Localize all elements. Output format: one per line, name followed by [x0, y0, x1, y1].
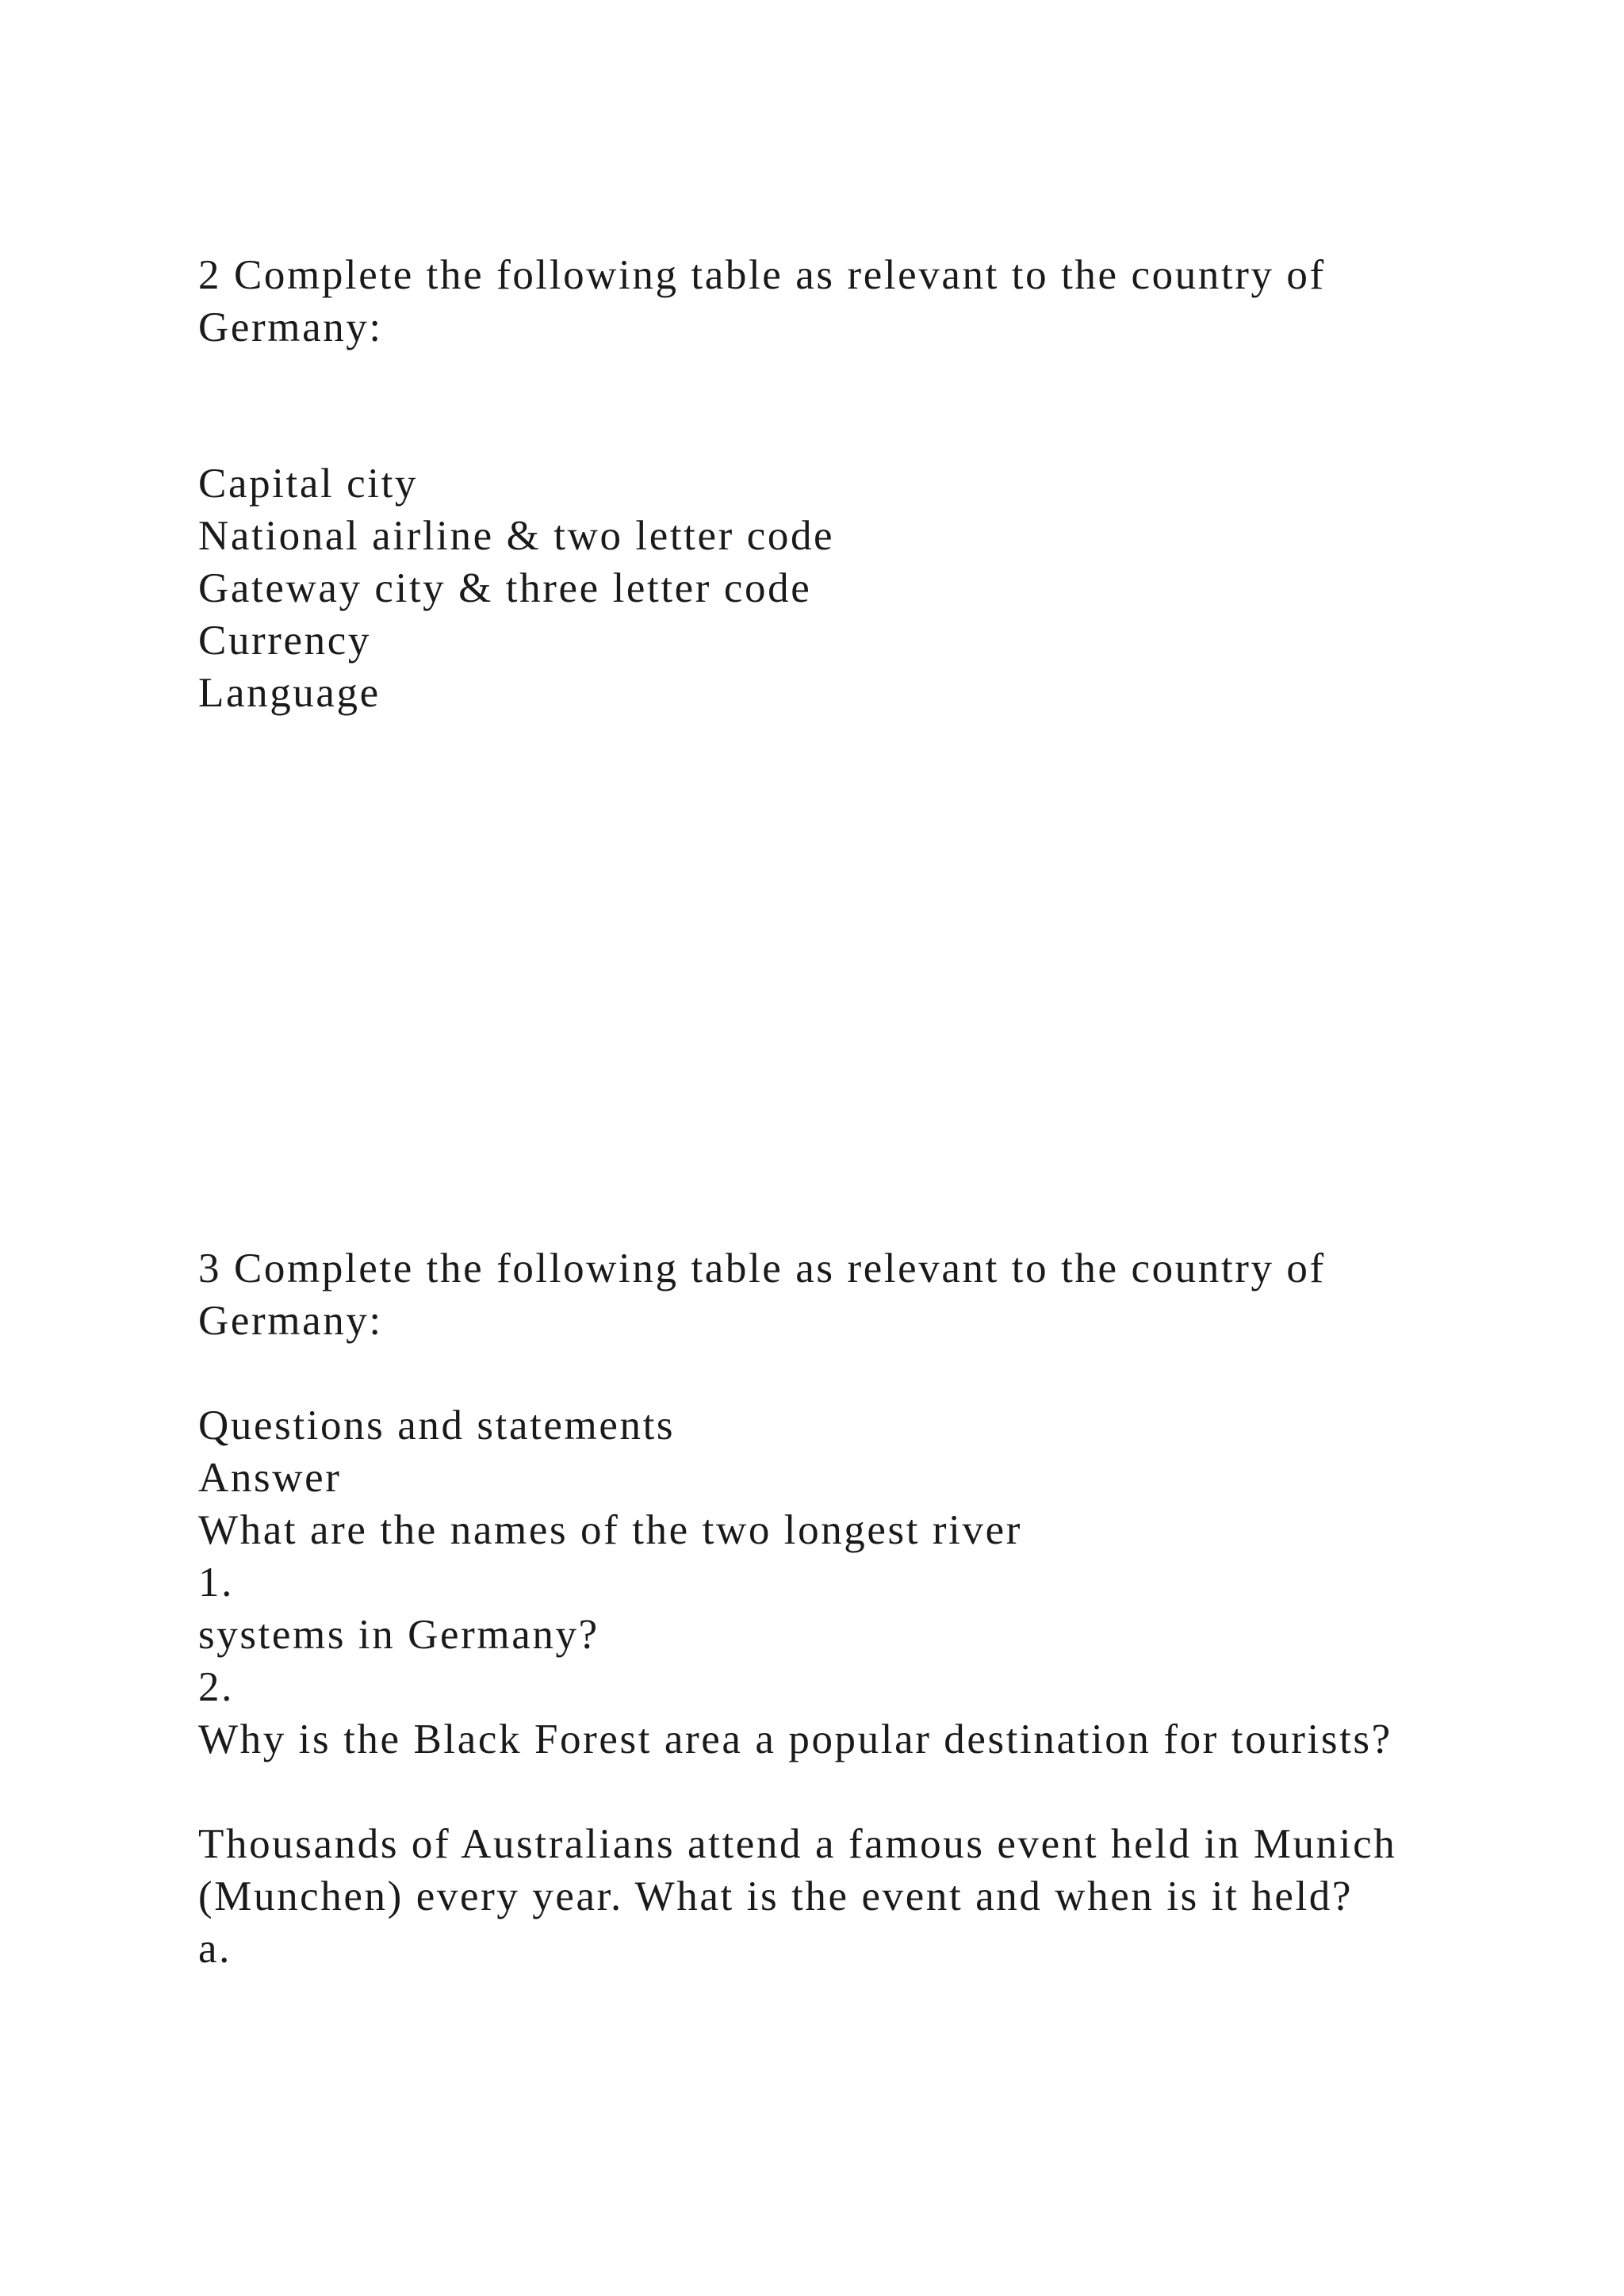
answer-number-1: 1.: [198, 1559, 234, 1605]
table-row-label-language: Language: [198, 670, 381, 716]
question-munich-event-line-2: (Munchen) every year. What is the event and when is it held?: [198, 1873, 1354, 1919]
table-row-label-capital-city: Capital city: [198, 461, 418, 507]
table-header-answer: Answer: [198, 1455, 342, 1501]
section-2-heading-line-2: Germany:: [198, 304, 383, 350]
question-rivers-line-2: systems in Germany?: [198, 1612, 599, 1658]
section-2-heading-line-1: 2 Complete the following table as relevant to the country of: [198, 252, 1326, 298]
section-3-heading-line-2: Germany:: [198, 1298, 383, 1344]
question-munich-event-line-1: Thousands of Australians attend a famous event held in Munich: [198, 1821, 1397, 1867]
table-header-questions: Questions and statements: [198, 1402, 676, 1448]
answer-letter-a: a.: [198, 1926, 232, 1972]
question-black-forest: Why is the Black Forest area a popular destination for tourists?: [198, 1716, 1392, 1762]
answer-number-2: 2.: [198, 1664, 234, 1710]
section-3-heading-line-1: 3 Complete the following table as relevant to the country of: [198, 1246, 1326, 1292]
table-row-label-currency: Currency: [198, 618, 371, 664]
question-rivers-line-1: What are the names of the two longest river: [198, 1507, 1022, 1553]
table-row-label-national-airline: National airline & two letter code: [198, 513, 835, 559]
table-row-label-gateway-city: Gateway city & three letter code: [198, 565, 812, 611]
